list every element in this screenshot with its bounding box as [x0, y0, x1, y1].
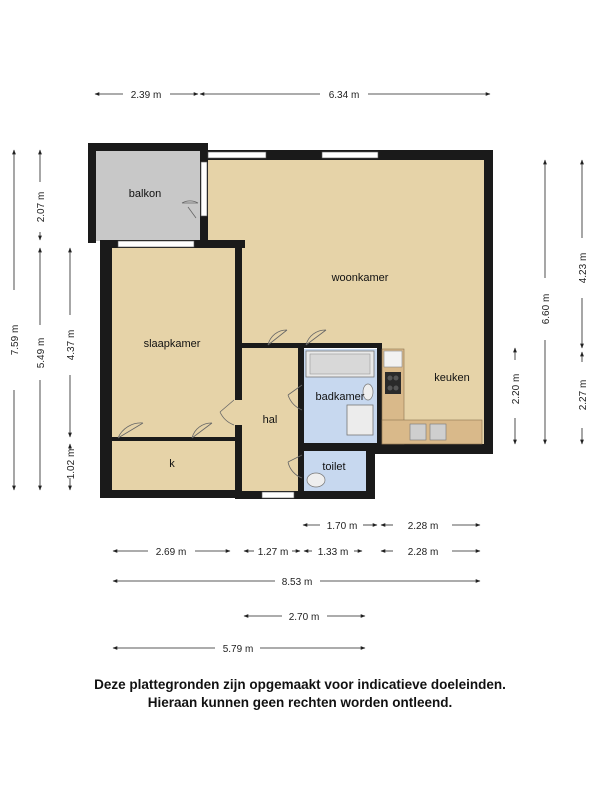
wall [88, 143, 96, 243]
door-gap [234, 400, 242, 425]
wall [235, 491, 375, 499]
dim-bottom-left: 5.79 m [222, 644, 254, 655]
room-label-keuken: keuken [434, 372, 470, 384]
wall [112, 437, 235, 441]
room-label-slaapkamer: slaapkamer [143, 338, 201, 350]
wall [298, 343, 304, 495]
dim-top-right: 6.34 m [328, 90, 360, 101]
window [208, 152, 266, 158]
wall [366, 443, 375, 499]
disclaimer-line-2: Hieraan kunnen geen rechten worden ontleend. [147, 695, 453, 710]
dim-right-total: 6.60 m [541, 293, 552, 325]
dim-bottom-toilet: 1.70 m [326, 521, 358, 532]
dim-bottom-mid: 2.70 m [288, 612, 320, 623]
wall [100, 240, 112, 498]
stove-burner [388, 376, 393, 381]
dim-bottom-keuken: 2.28 m [407, 521, 439, 532]
dim-right-upper: 4.23 m [578, 252, 589, 284]
dim-left-total: 7.59 m [10, 324, 21, 356]
wall [238, 343, 382, 348]
window [262, 492, 294, 498]
room-label-woonkamer: woonkamer [331, 272, 389, 284]
bathtub-inner [310, 354, 370, 374]
washer [347, 405, 373, 435]
wall [484, 150, 493, 454]
stove-burner [394, 376, 399, 381]
kitchen-sink [410, 424, 426, 440]
window [201, 162, 207, 216]
dim-left-mid: 5.49 m [36, 337, 47, 369]
wall [373, 444, 493, 454]
sink [363, 384, 373, 400]
dim-bottom-slaapkamer: 2.69 m [155, 547, 187, 558]
toilet-bowl [307, 473, 325, 487]
room-label-kast: k [169, 458, 175, 470]
dim-bottom-hal: 1.27 m [257, 547, 289, 558]
stove [385, 372, 401, 394]
dim-right-lower: 2.27 m [578, 379, 589, 411]
wall [235, 240, 242, 498]
dim-left-kast: 1.02 m [66, 448, 77, 480]
wall [100, 490, 241, 498]
dim-bottom-keuken2: 2.28 m [407, 547, 439, 558]
dim-left-balkon: 2.07 m [36, 191, 47, 223]
stove-burner [388, 386, 393, 391]
dim-right-keuken: 2.20 m [511, 373, 522, 405]
fridge [384, 351, 402, 367]
room-label-hal: hal [262, 414, 278, 426]
stove-burner [394, 386, 399, 391]
window [118, 241, 194, 247]
dim-bottom-total: 8.53 m [281, 577, 313, 588]
window [322, 152, 378, 158]
dim-bottom-bad: 1.33 m [317, 547, 349, 558]
dim-top-left: 2.39 m [130, 90, 162, 101]
kitchen-sink [430, 424, 446, 440]
room-label-badkamer: badkamer [315, 391, 365, 403]
wall [88, 143, 208, 151]
wall [377, 343, 382, 451]
dim-left-slaapkamer: 4.37 m [66, 329, 77, 361]
room-label-toilet: toilet [322, 461, 346, 473]
room-label-balkon: balkon [128, 188, 162, 200]
disclaimer-line-1: Deze plattegronden zijn opgemaakt voor indicatieve doeleinden. [94, 677, 506, 692]
